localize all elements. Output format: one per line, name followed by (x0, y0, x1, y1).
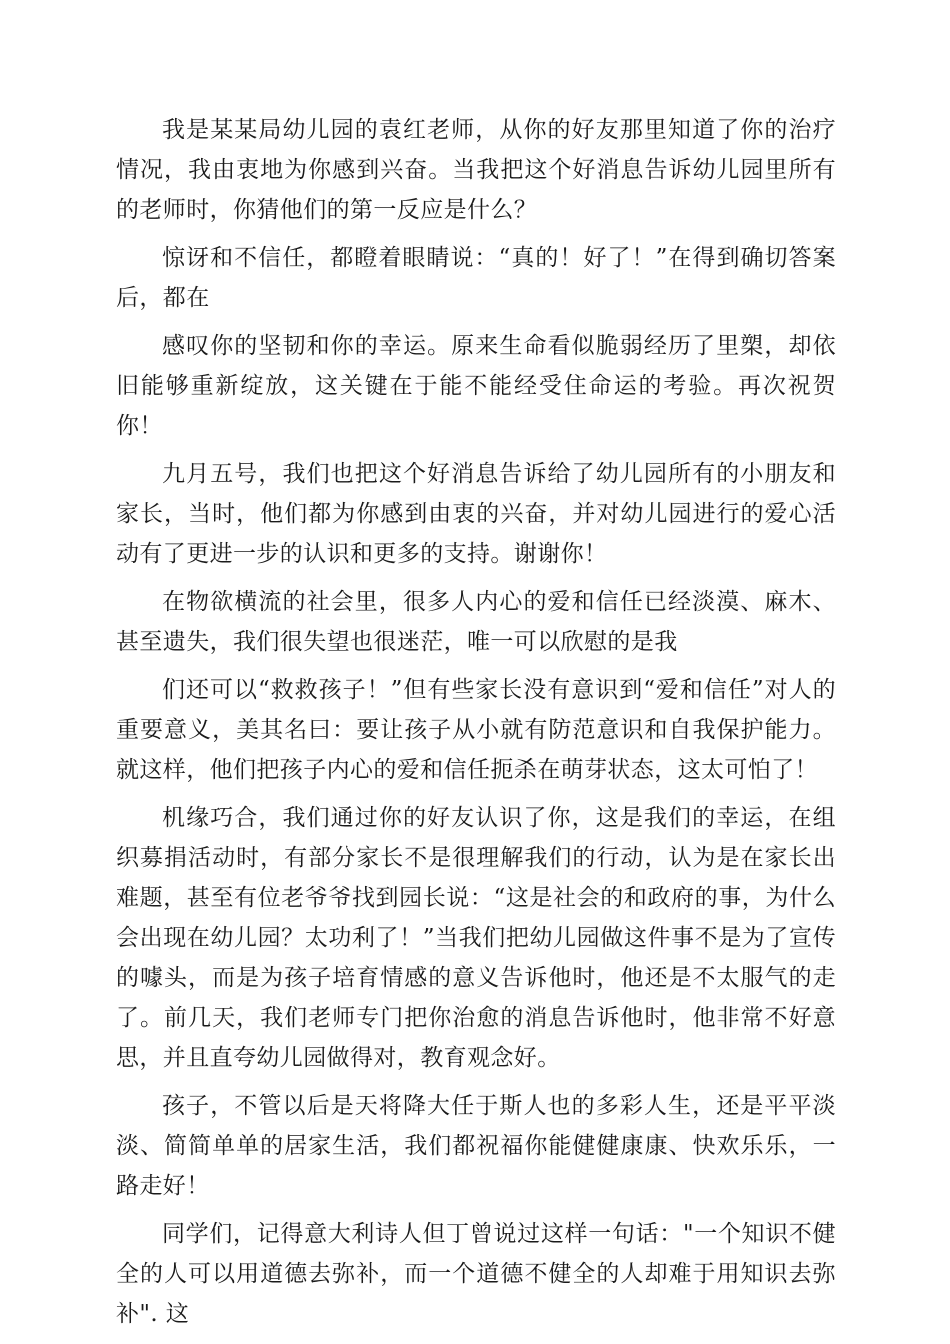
paragraph-2: 惊讶和不信任，都瞪着眼睛说：“真的！好了！”在得到确切答案后，都在 (116, 245, 836, 311)
paragraph-9: 同学们，记得意大利诗人但丁曾说过这样一句话："一个知识不健全的人可以用道德去弥补，而一个道德不健全的人却难于用知识去弥补". 这 (116, 1221, 836, 1327)
paragraph-5: 在物欲横流的社会里，很多人内心的爱和信任已经淡漠、麻木、甚至遗失，我们很失望也很迷茫，唯一可以欣慰的是我 (116, 589, 836, 655)
paragraph-4: 九月五号，我们也把这个好消息告诉给了幼儿园所有的小朋友和家长，当时，他们都为你感到由衷的兴奋，并对幼儿园进行的爱心活动有了更进一步的认识和更多的支持。谢谢你！ (116, 461, 836, 567)
paragraph-3: 感叹你的坚韧和你的幸运。原来生命看似脆弱经历了里槊，却依旧能够重新绽放，这关键在于能不能经受住命运的考验。再次祝贺你！ (116, 333, 836, 439)
paragraph-7: 机缘巧合，我们通过你的好友认识了你，这是我们的幸运，在组织募捐活动时，有部分家长不是很理解我们的行动，认为是在家长出难题，甚至有位老爷爷找到园长说：“这是社会的和政府的事，为什么会出现在幼儿园？太功利了！”当我们把幼儿园做这件事不是为了宣传的噱头，而是为孩子培育情感的意义告诉他时，他还是不太服气的走了。前几天，我们老师专门把你治愈的消息告诉他时，他非常不好意思，并且直夸幼儿园做得对，教育观念好。 (116, 805, 836, 1071)
document-body (116, 110, 836, 1342)
paragraph-1: 我是某某局幼儿园的袁红老师，从你的好友那里知道了你的治疗情况，我由衷地为你感到兴奋。当我把这个好消息告诉幼儿园里所有的老师时，你猜他们的第一反应是什么？ (116, 117, 836, 223)
paragraph-6: 们还可以“救救孩子！”但有些家长没有意识到“爱和信任”对人的重要意义，美其名曰：要让孩子从小就有防范意识和自我保护能力。就这样，他们把孩子内心的爱和信任扼杀在萌芽状态，这太可怕了！ (116, 677, 836, 783)
paragraph-8: 孩子，不管以后是天将降大任于斯人也的多彩人生，还是平平淡淡、简简单单的居家生活，我们都祝福你能健健康康、快欢乐乐，一路走好！ (116, 1093, 836, 1199)
